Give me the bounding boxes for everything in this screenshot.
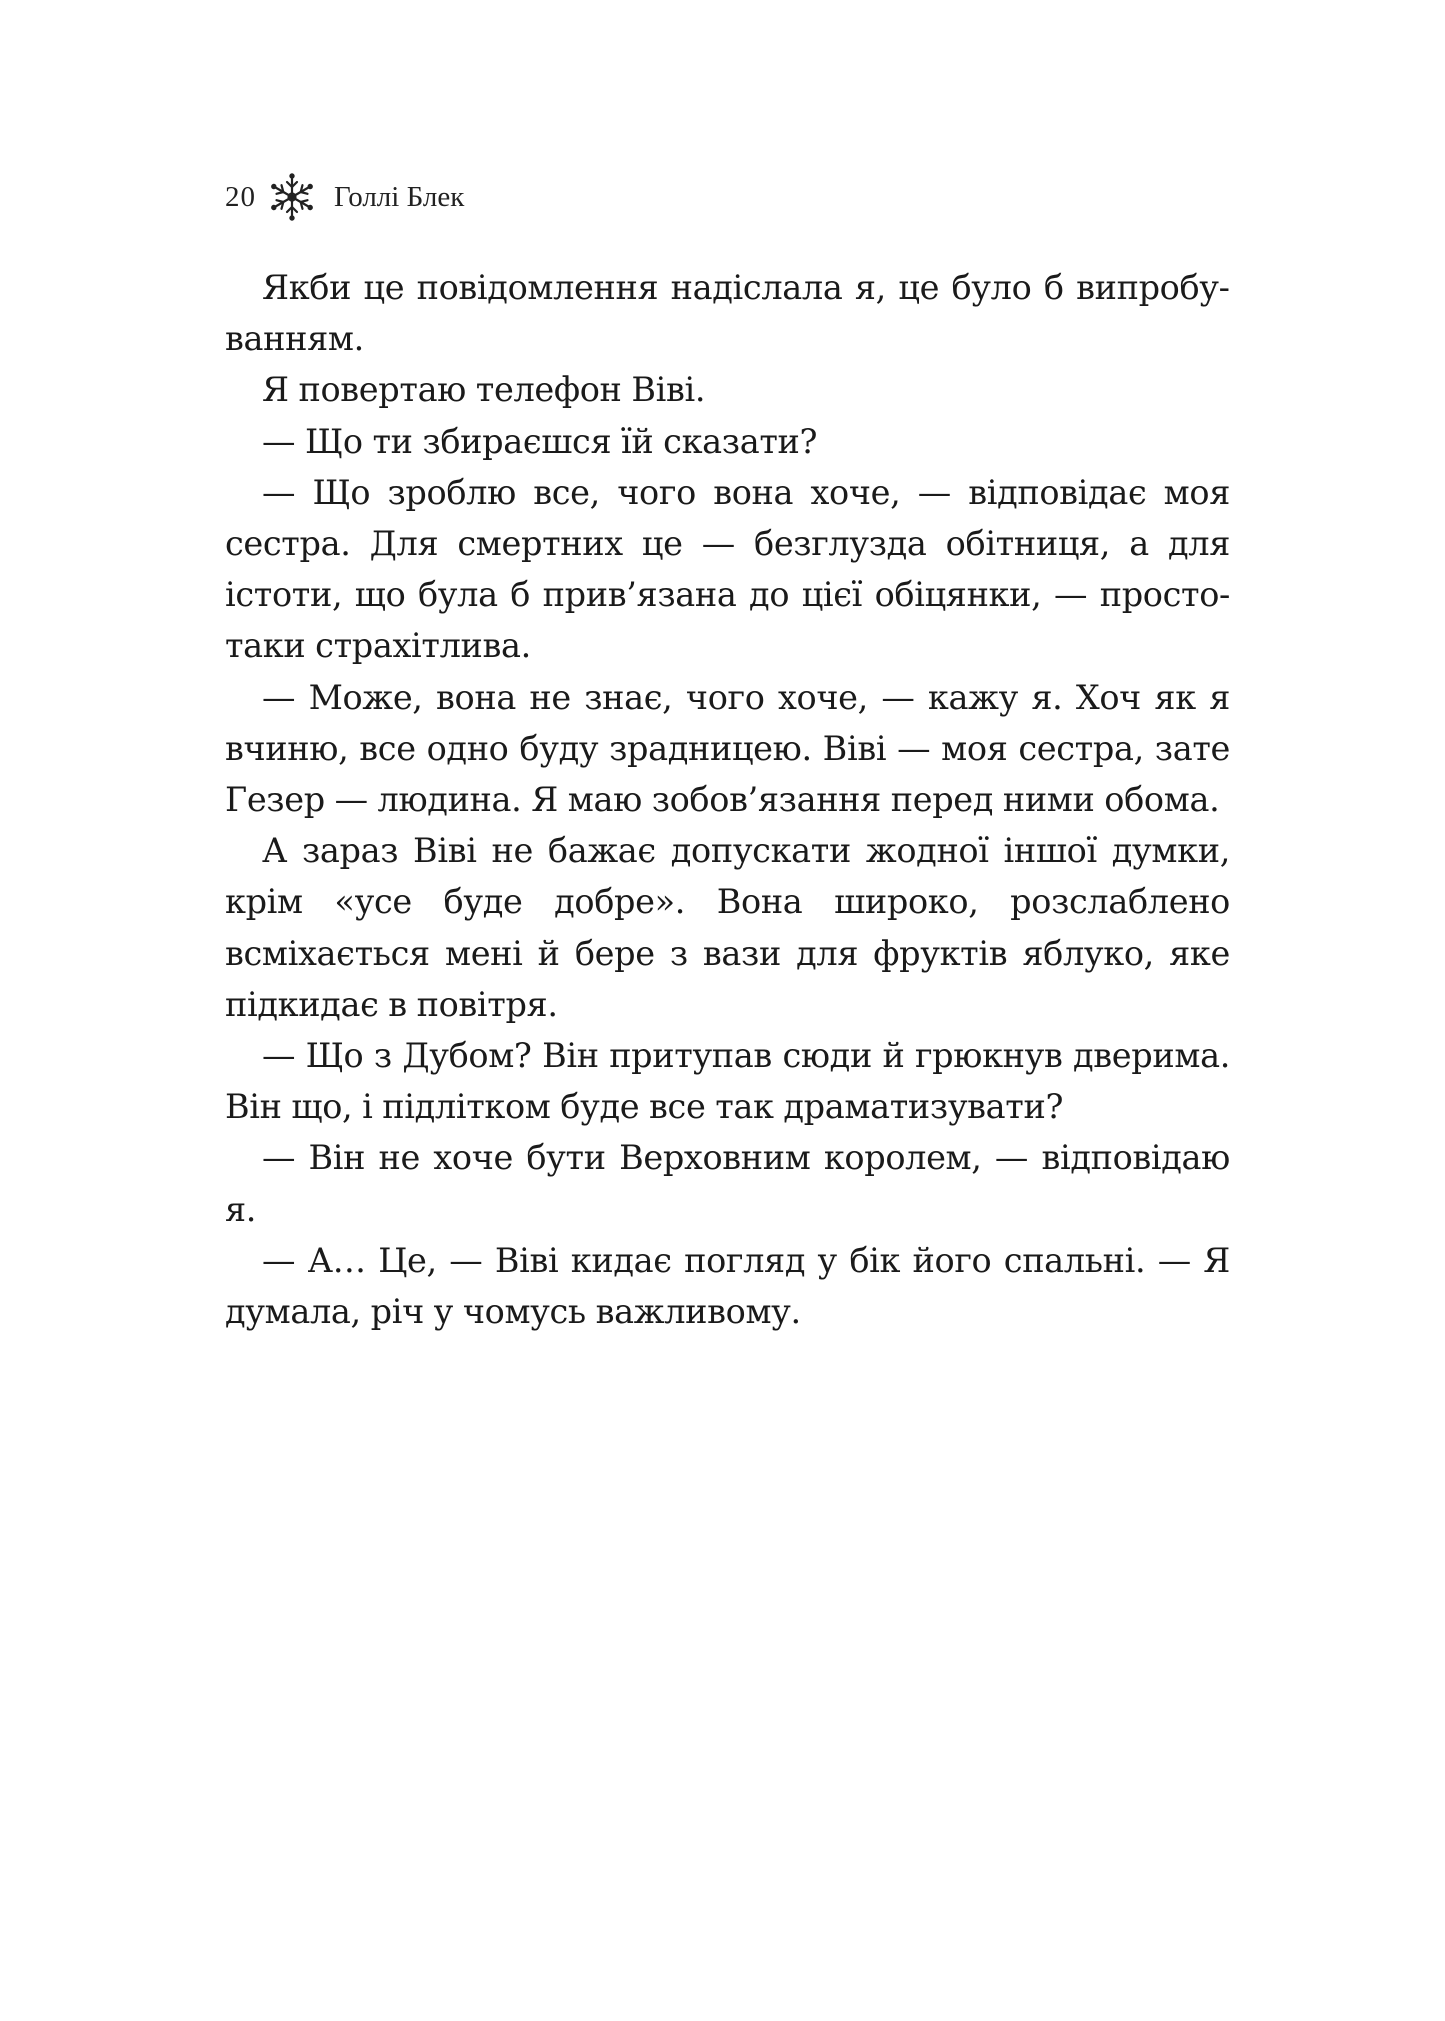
author-name: Голлі Блек <box>334 180 465 213</box>
body-text <box>225 262 1230 1337</box>
running-head <box>225 172 464 222</box>
paragraph: Я повертаю телефон Віві. <box>262 370 706 410</box>
paragraph: — А… Це, — Віві кидає погляд у бік його спальні. — Я думала, річ у чомусь важливому. <box>225 1240 1230 1332</box>
page-number: 20 <box>225 180 256 213</box>
paragraph: — Він не хоче бути Верховним королем, — відповідаю я. <box>225 1138 1230 1229</box>
paragraph: — Може, вона не знає, чого хоче, — кажу я. Хоч як я вчиню, все одно буду зрадницею. Віві — моя сестра, зате Гезер — людина. Я маю зобов’язання перед ними обома. <box>225 677 1230 820</box>
paragraph: Якби це повідомлення надіслала я, це було б випробуванням. <box>225 268 1230 359</box>
paragraph: А зараз Віві не бажає допускати жодної іншої думки, крім «усе буде добре». Вона широко, розслаблено всміхається мені й бере з вази для фруктів яблуко, яке підкидає в повітря. <box>225 831 1230 1024</box>
paragraph: — Що з Дубом? Він притупав сюди й грюкнув дверима. Він що, і підлітком буде все так драматизувати? <box>225 1036 1230 1127</box>
snowflake-icon <box>268 173 316 221</box>
paragraph: — Що ти збираєшся їй сказати? <box>262 421 818 461</box>
paragraph: — Що зроблю все, чого вона хоче, — відповідає моя сестра. Для смертних це — безглузда обітниця, а для істоти, що була б прив’язана до цієї обіцянки, — просто-таки страхітлива. <box>225 472 1230 666</box>
